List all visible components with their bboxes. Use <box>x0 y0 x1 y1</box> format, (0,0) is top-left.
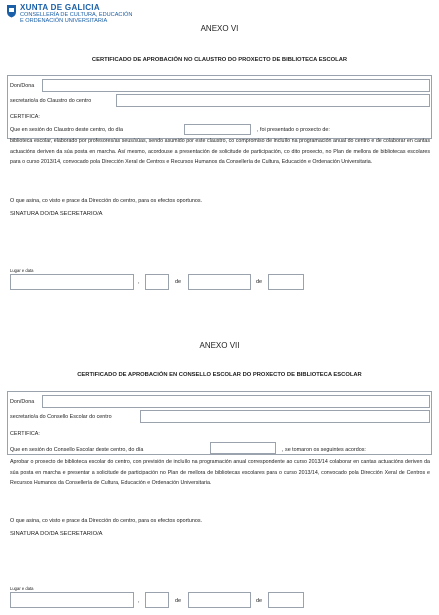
org-name: XUNTA DE GALICIA <box>20 3 100 12</box>
annex-7-cert-title: CERTIFICADO DE APROBACIÓN EN CONSELLO ESCOLAR DO PROXECTO DE BIBLIOTECA ESCOLAR <box>77 372 362 378</box>
annex-7-paragraph: Aprobar o proxecto de biblioteca escolar do centro, con previsión de incluílo na programación anual correspondente ao curso 2013/14 colaborar en cantas actuacións deriven da súa posta en marcha e presentar a solicitude de participación no Plan de mellora de bibliotecas escolares para o curso 2013/14, convocado pola Dirección Xeral de Centros e Recursos Humanos da Consellería de Cultura, Educación e Ordenación Universitaria. <box>10 459 430 486</box>
annex-6-de-2: de <box>256 279 263 285</box>
annex-7-de-1: de <box>175 598 182 604</box>
annex-7-place-field[interactable] <box>10 592 134 608</box>
annex-6-name-field[interactable] <box>42 79 430 92</box>
annex-7-de-2: de <box>256 598 263 604</box>
annex-7-title: ANEXO VII <box>199 341 240 350</box>
annex-7-year-field[interactable] <box>268 592 304 608</box>
annex-7-don-label: Don/Dona <box>10 399 35 405</box>
annex-7-session-text-after: , se tomaron os seguintes acordos: <box>282 447 366 453</box>
annex-6-signature-label: SINATURA DO/DA SECRETARIO/A <box>10 211 103 217</box>
annex-6-title: ANEXO VI <box>200 24 239 33</box>
annex-6-paragraph: biblioteca escolar, elaborado por profesores/as seus/súas, sendo asumido por este claustro, co compromiso de incluílo na programación anual do centro e de colaborar en cantas actuacións deriven da súa posta en marcha. Así mesmo, acordouse a presentación de solicitude de participación, co dito proxecto, no Plan de mellora de bibliotecas escolares para o curso 2013/14, convocado pola Dirección Xeral de Centros e Recursos Humanos da Consellería de Cultura, Educación e Ordenación Universitaria. <box>10 138 430 165</box>
annex-7-centre-field[interactable] <box>140 410 430 423</box>
annex-7-day-field[interactable] <box>145 592 169 608</box>
annex-6-session-date-field[interactable] <box>184 124 251 135</box>
annex-6-certifica: CERTIFICA: <box>10 114 40 120</box>
annex-6-day-field[interactable] <box>145 274 169 290</box>
annex-6-de-1: de <box>175 279 182 285</box>
annex-6-year-field[interactable] <box>268 274 304 290</box>
annex-6-cert-title: CERTIFICADO DE APROBACIÓN NO CLAUSTRO DO PROXECTO DE BIBLIOTECA ESCOLAR <box>91 57 348 63</box>
annex-7-session-text: Que en sesión do Consello Escolar deste centro, do día <box>10 447 144 453</box>
annex-6-comma: , <box>138 279 140 285</box>
annex-7-place-date-label: Lugar e data <box>10 586 34 591</box>
annex-6-session-text-after: , foi presentado o proxecto de: <box>257 127 330 133</box>
annex-6-month-field[interactable] <box>188 274 251 290</box>
annex-7-session-date-field[interactable] <box>210 442 276 454</box>
annex-6-don-label: Don/Dona <box>10 83 35 89</box>
annex-6-place-date-label: Lugar e data <box>10 268 34 273</box>
annex-6-session-text: Que en sesión do Claustro deste centro, do día <box>10 127 123 133</box>
annex-7-signature-label: SINATURA DO/DA SECRETARIO/A <box>10 531 103 537</box>
annex-7-month-field[interactable] <box>188 592 251 608</box>
annex-7-closing: O que asina, co visto e prace da Dirección do centro, para os efectos oportunos. <box>10 518 203 524</box>
department-name: CONSELLERÍA DE CULTURA, EDUCACIÓN E ORDENACIÓN UNIVERSITARIA <box>20 12 133 24</box>
annex-7-comma: , <box>138 598 140 604</box>
annex-7-role-label: secretario/a do Consello Escolar do centro <box>10 414 112 420</box>
galicia-emblem-icon <box>6 4 17 18</box>
annex-6-role-label: secretario/a do Claustro do centro <box>10 98 92 104</box>
annex-6-centre-field[interactable] <box>116 94 430 107</box>
annex-6-closing: O que asina, co visto e prace da Dirección do centro, para os efectos oportunos. <box>10 198 203 204</box>
annex-7-name-field[interactable] <box>42 395 430 408</box>
annex-6-place-field[interactable] <box>10 274 134 290</box>
annex-7-certifica: CERTIFICA: <box>10 431 40 437</box>
